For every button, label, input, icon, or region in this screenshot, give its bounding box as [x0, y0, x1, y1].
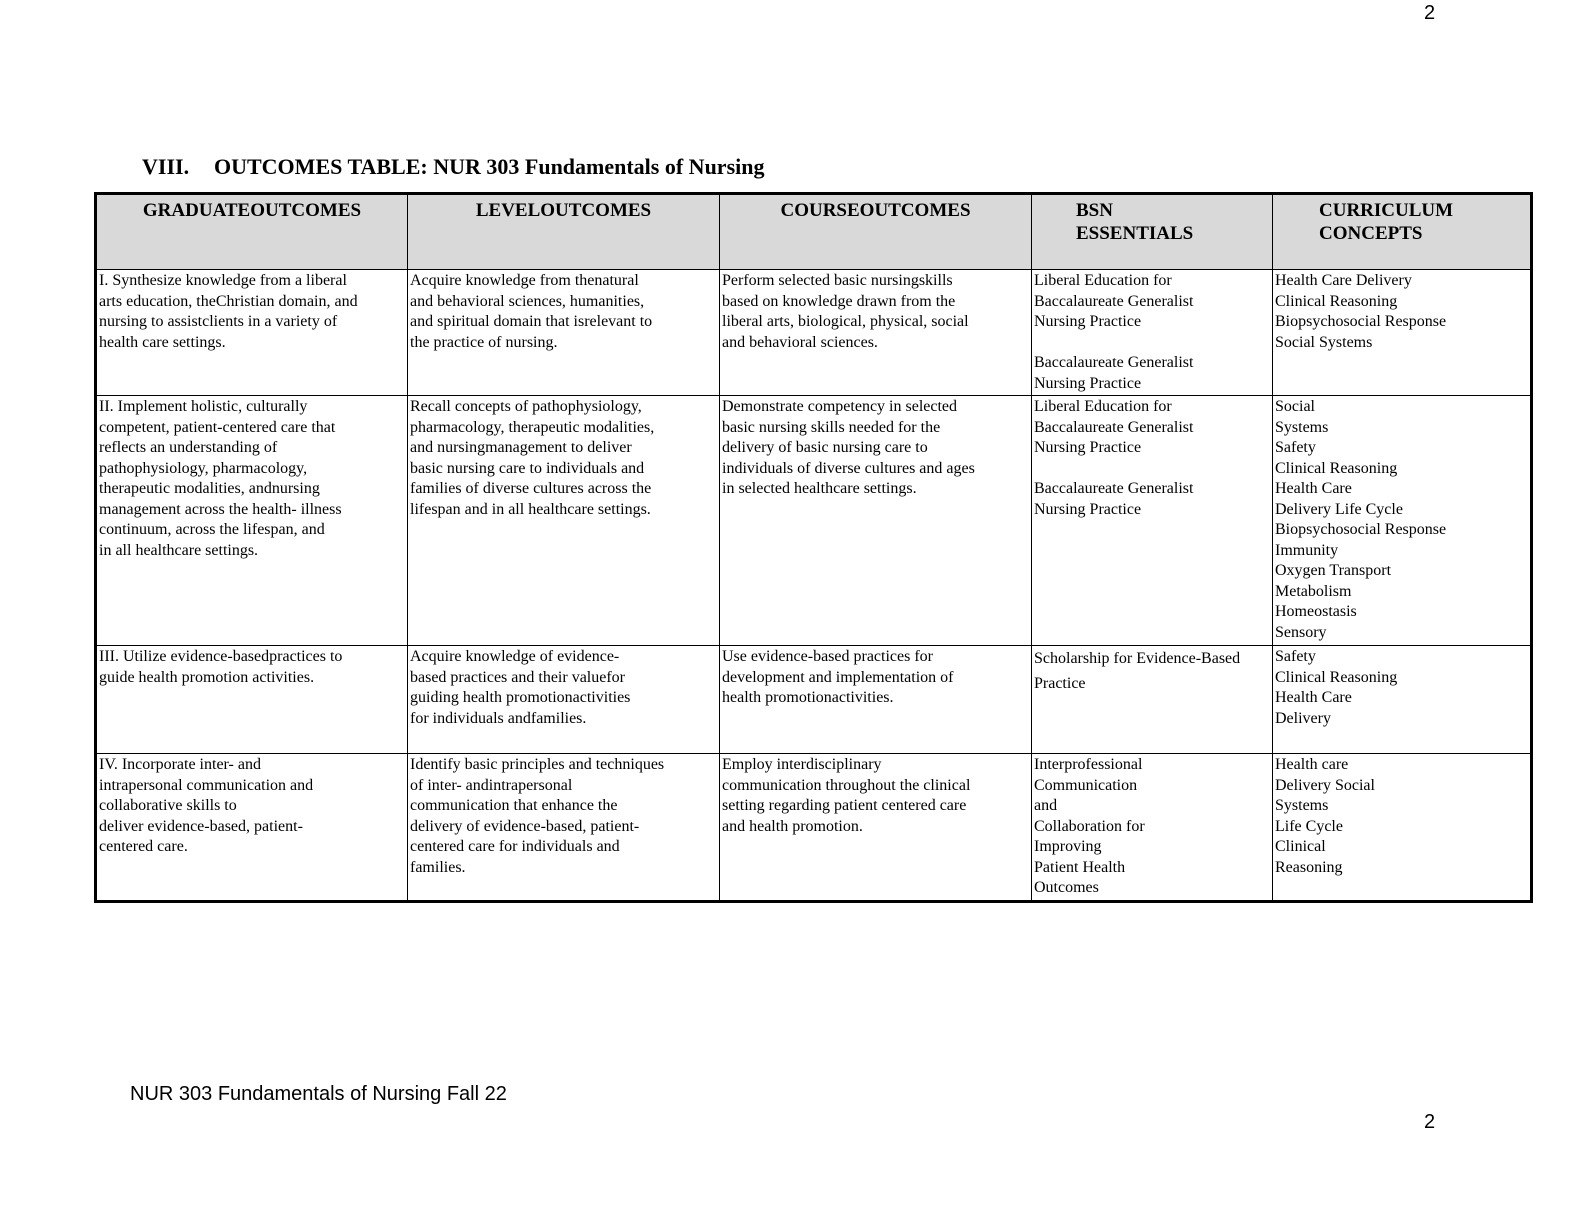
cell-line: therapeutic modalities, andnursing — [99, 480, 320, 497]
cell-line: Nursing Practice — [1034, 374, 1142, 392]
cell-line: Clinical Reasoning — [1275, 292, 1398, 310]
cell-line: Liberal Education for — [1034, 398, 1172, 415]
cell-line: continuum, across the lifespan, and — [99, 521, 325, 538]
cell-line: ESSENTIALS — [1076, 223, 1194, 244]
cell-line: liberal arts, biological, physical, social — [722, 313, 969, 330]
cell-line: for individuals andfamilies. — [410, 709, 587, 727]
header-curriculum-concepts — [1273, 194, 1532, 270]
cell-line: Biopsychosocial Response — [1275, 313, 1447, 330]
cell-line: Delivery — [1275, 709, 1331, 727]
cell-line: intrapersonal communication and — [99, 776, 314, 794]
cell-line: Biopsychosocial Response — [1275, 521, 1447, 538]
course-outcome-cell — [720, 646, 1032, 754]
cell-line: Life Cycle — [1275, 817, 1343, 835]
cell-line: Safety — [1275, 648, 1316, 665]
table-row — [96, 396, 1532, 646]
cell-line: Improving — [1034, 838, 1102, 855]
cell-line: families. — [410, 858, 466, 876]
cell-line: Practice — [1034, 674, 1086, 692]
cell-line: Liberal Education for — [1034, 272, 1172, 289]
cell-line: Health care — [1275, 756, 1349, 773]
cell-line: management across the health- illness — [99, 500, 342, 518]
cell-line: and — [1034, 797, 1058, 814]
course-outcome-cell — [720, 754, 1032, 902]
graduate-outcome-cell — [96, 646, 408, 754]
cell-line: Clinical Reasoning — [1275, 668, 1398, 686]
cell-line: Social — [1275, 398, 1315, 415]
outcomes-table — [94, 192, 1533, 903]
cell-line: Metabolism — [1275, 582, 1352, 600]
cell-line: BSN — [1076, 200, 1113, 221]
cell-line: the practice of nursing. — [410, 333, 558, 351]
curriculum-concept-cell — [1273, 396, 1532, 646]
cell-line: Nursing Practice — [1034, 439, 1142, 456]
cell-line: Homeostasis — [1275, 603, 1357, 620]
cell-line: communication throughout the clinical — [722, 776, 971, 794]
table-header-row — [96, 194, 1532, 270]
cell-line: IV. Incorporate inter- and — [99, 756, 261, 773]
cell-line: Employ interdisciplinary — [722, 756, 882, 773]
graduate-outcome-cell — [96, 270, 408, 396]
cell-line: Acquire knowledge of evidence- — [410, 648, 620, 665]
cell-line: of inter- andintrapersonal — [410, 776, 573, 794]
cell-line: guide health promotion activities. — [99, 668, 315, 686]
cell-line: and nursingmanagement to deliver — [410, 439, 632, 456]
cell-line: arts education, theChristian domain, and — [99, 292, 358, 310]
cell-line: Safety — [1275, 439, 1316, 456]
course-outcome-cell — [720, 396, 1032, 646]
cell-line: pathophysiology, pharmacology, — [99, 459, 308, 477]
cell-line: Reasoning — [1275, 858, 1343, 876]
cell-line: Delivery Social — [1275, 776, 1375, 794]
cell-line: Baccalaureate Generalist — [1034, 354, 1194, 371]
section-title: OUTCOMES TABLE: NUR 303 Fundamentals of Nursing — [214, 154, 765, 179]
cell-line: health promotionactivities. — [722, 689, 894, 706]
level-outcome-cell — [408, 396, 720, 646]
cell-line: III. Utilize evidence-basedpractices to — [99, 648, 343, 665]
page-footer: NUR 303 Fundamentals of Nursing Fall 22 — [130, 1083, 507, 1105]
cell-line: Health Care Delivery — [1275, 272, 1412, 289]
level-outcome-cell — [408, 646, 720, 754]
cell-line: and behavioral sciences, humanities, — [410, 292, 645, 310]
cell-line: Immunity — [1275, 541, 1339, 559]
table-row — [96, 646, 1532, 754]
cell-line: Clinical Reasoning — [1275, 459, 1398, 477]
cell-line: Systems — [1275, 418, 1329, 436]
cell-line: communication that enhance the — [410, 797, 618, 814]
cell-line: CURRICULUM — [1319, 200, 1454, 221]
cell-line: individuals of diverse cultures and ages — [722, 459, 975, 477]
cell-line: Interprofessional — [1034, 756, 1143, 773]
cell-line: pharmacology, therapeutic modalities, — [410, 418, 655, 436]
cell-line: GRADUATEOUTCOMES — [142, 200, 362, 221]
course-outcome-cell — [720, 270, 1032, 396]
page-number-top: 2 — [1424, 2, 1436, 24]
cell-line: development and implementation of — [722, 668, 954, 686]
bsn-essential-cell — [1032, 754, 1273, 902]
bsn-essential-cell — [1032, 396, 1273, 646]
level-outcome-cell — [408, 270, 720, 396]
cell-line: and health promotion. — [722, 817, 863, 835]
cell-line: guiding health promotionactivities — [410, 689, 631, 706]
cell-line: Baccalaureate Generalist — [1034, 480, 1194, 497]
cell-line: Oxygen Transport — [1275, 562, 1392, 579]
curriculum-concept-cell — [1273, 646, 1532, 754]
curriculum-concept-cell — [1273, 270, 1532, 396]
cell-line: Systems — [1275, 797, 1329, 814]
cell-line: families of diverse cultures across the — [410, 480, 652, 497]
cell-line: and behavioral sciences. — [722, 333, 878, 351]
cell-line: Nursing Practice — [1034, 313, 1142, 330]
cell-line: nursing to assistclients in a variety of — [99, 313, 338, 330]
cell-line: centered care for individuals and — [410, 838, 620, 855]
cell-line: collaborative skills to — [99, 797, 237, 814]
cell-line: Social Systems — [1275, 333, 1373, 351]
page-number-bottom: 2 — [1424, 1111, 1436, 1133]
table-row — [96, 754, 1532, 902]
cell-line: I. Synthesize knowledge from a liberal — [99, 272, 347, 289]
header-graduate-outcomes — [96, 194, 408, 270]
cell-line: CONCEPTS — [1319, 223, 1423, 244]
header-course-outcomes — [720, 194, 1032, 270]
cell-line: Health Care — [1275, 480, 1352, 497]
section-number: VIII. — [142, 154, 190, 179]
cell-line: Recall concepts of pathophysiology, — [410, 398, 642, 415]
cell-line: Patient Health — [1034, 858, 1126, 876]
cell-line: centered care. — [99, 838, 188, 855]
cell-line: Collaboration for — [1034, 817, 1145, 835]
bsn-essential-cell — [1032, 270, 1273, 396]
cell-line: Sensory — [1275, 623, 1327, 641]
cell-line: Perform selected basic nursingskills — [722, 272, 953, 289]
cell-line: delivery of evidence-based, patient- — [410, 817, 640, 835]
cell-line: Delivery Life Cycle — [1275, 500, 1403, 518]
cell-line: and spiritual domain that isrelevant to — [410, 313, 653, 330]
cell-line: Nursing Practice — [1034, 500, 1142, 518]
cell-line: setting regarding patient centered care — [722, 797, 967, 814]
cell-line: Communication — [1034, 776, 1138, 794]
cell-line: Use evidence-based practices for — [722, 648, 933, 665]
cell-line: in selected healthcare settings. — [722, 480, 917, 497]
cell-line: in all healthcare settings. — [99, 541, 259, 559]
cell-line: II. Implement holistic, culturally — [99, 398, 308, 415]
header-bsn-essentials — [1032, 194, 1273, 270]
cell-line: Scholarship for Evidence-Based — [1034, 650, 1241, 667]
cell-line: based practices and their valuefor — [410, 668, 626, 686]
curriculum-concept-cell — [1273, 754, 1532, 902]
section-heading — [142, 154, 764, 180]
cell-line: health care settings. — [99, 333, 226, 351]
cell-line: based on knowledge drawn from the — [722, 292, 956, 310]
table-row — [96, 270, 1532, 396]
cell-line: lifespan and in all healthcare settings. — [410, 500, 651, 518]
graduate-outcome-cell — [96, 754, 408, 902]
cell-line: Baccalaureate Generalist — [1034, 418, 1194, 436]
cell-line: reflects an understanding of — [99, 439, 278, 456]
cell-line: Outcomes — [1034, 879, 1099, 896]
cell-line: LEVELOUTCOMES — [475, 200, 652, 221]
cell-line: Clinical — [1275, 838, 1326, 855]
cell-line: Identify basic principles and techniques — [410, 756, 665, 773]
cell-line: basic nursing skills needed for the — [722, 418, 941, 436]
cell-line: competent, patient-centered care that — [99, 418, 336, 436]
cell-line: delivery of basic nursing care to — [722, 439, 928, 456]
cell-line: basic nursing care to individuals and — [410, 459, 645, 477]
cell-spacer — [1034, 459, 1270, 480]
bsn-essential-cell — [1032, 646, 1273, 754]
graduate-outcome-cell — [96, 396, 408, 646]
cell-line: deliver evidence-based, patient- — [99, 817, 303, 835]
header-level-outcomes — [408, 194, 720, 270]
cell-line: Acquire knowledge from thenatural — [410, 272, 639, 289]
level-outcome-cell — [408, 754, 720, 902]
cell-spacer — [1034, 333, 1270, 354]
cell-line: Health Care — [1275, 689, 1352, 706]
cell-line: Baccalaureate Generalist — [1034, 292, 1194, 310]
cell-line: Demonstrate competency in selected — [722, 398, 958, 415]
cell-line: COURSEOUTCOMES — [780, 200, 971, 221]
